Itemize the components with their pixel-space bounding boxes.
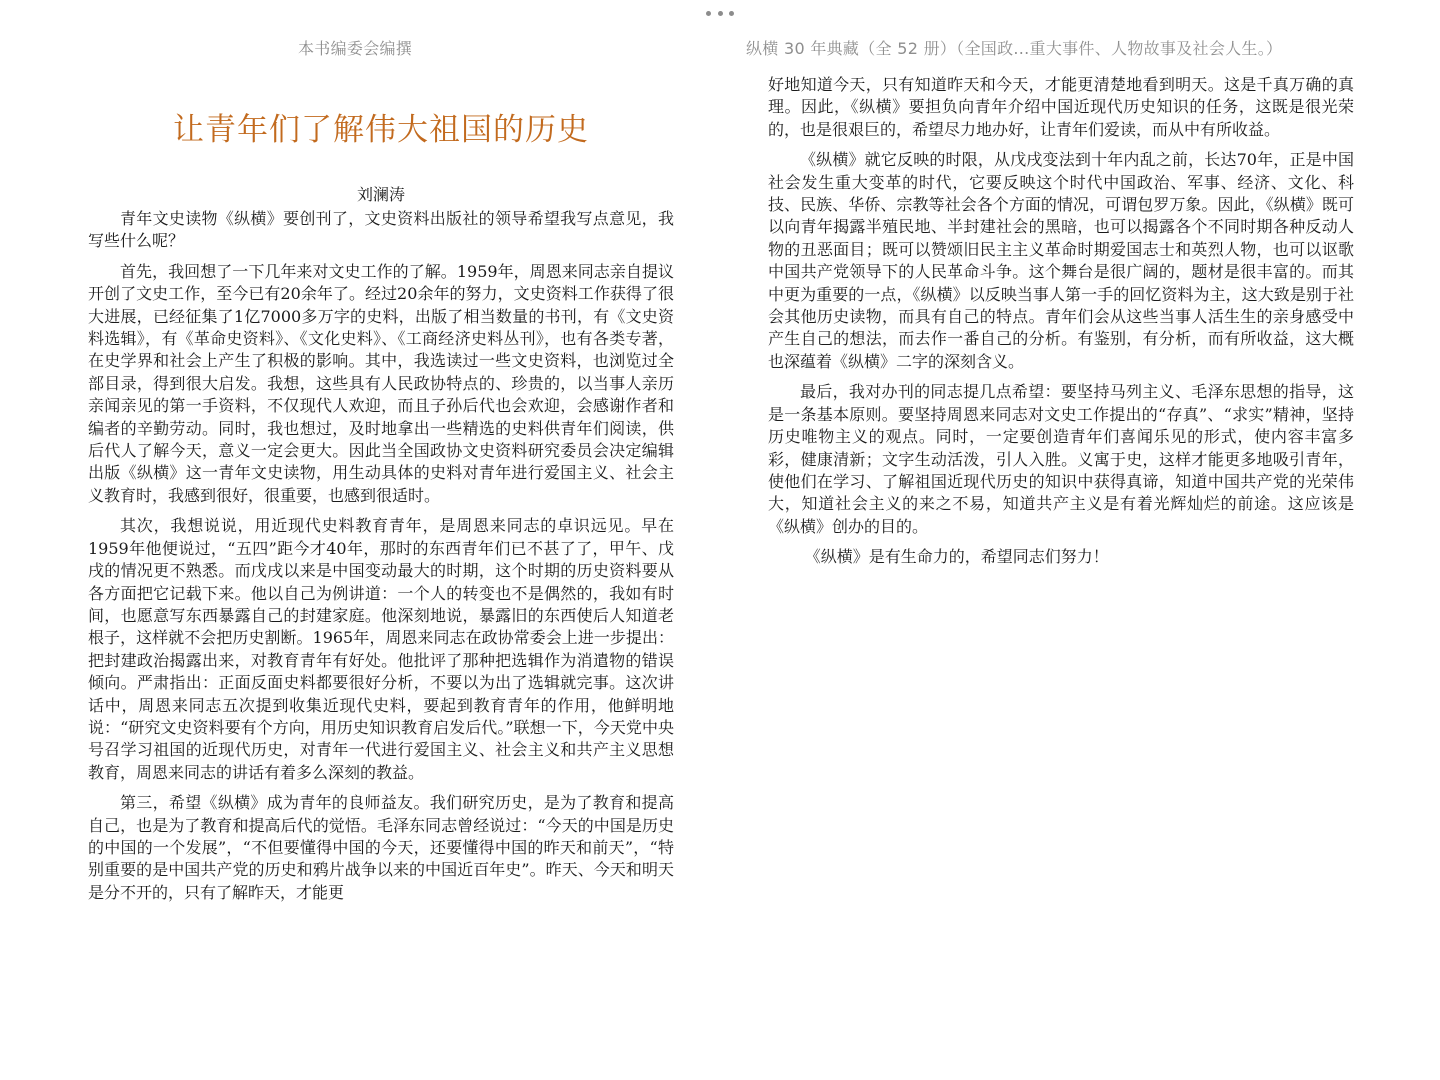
- right-page[interactable]: [720, 0, 1440, 1080]
- paragraph: 最后，我对办刊的同志提几点希望：要坚持马列主义、毛泽东思想的指导，这是一条基本原则。要坚持周恩来同志对文史工作提出的“存真”、“求实”精神，坚持历史唯物主义的观点。同时，一定要创造青年们喜闻乐见的形式，使内容丰富多彩，健康清新；文字生动活泼，引人入胜。义寓于史，这样才能更多地吸引青年，使他们在学习、了解祖国近现代历史的知识中获得真谛，知道中国共产党的光荣伟大，知道社会主义的来之不易，知道共产主义是有着光辉灿烂的前途。这应该是《纵横》创办的目的。: [768, 382, 1354, 536]
- paragraph: 青年文史读物《纵横》要创刊了，文史资料出版社的领导希望我写点意见，我写些什么呢？: [88, 209, 674, 251]
- right-body-text: [768, 74, 1354, 577]
- right-running-head: 纵横 30 年典藏（全 52 册）（全国政...重大事件、人物故事及社会人生。）: [746, 39, 1283, 58]
- paragraph: 《纵横》就它反映的时限，从戊戌变法到十年内乱之前，长达70年，正是中国社会发生重大变革的时代，它要反映这个时代中国政治、军事、经济、文化、科技、民族、华侨、宗教等社会各个方面的情况，可谓包罗万象。因此，《纵横》既可以向青年揭露半殖民地、半封建社会的黑暗，也可以揭露各个不同时期各种反动人物的丑恶面目；既可以赞颂旧民主主义革命时期爱国志士和英烈人物，也可以讴歌中国共产党领导下的人民革命斗争。这个舞台是很广阔的，题材是很丰富的。而其中更为重要的一点，《纵横》以反映当事人第一手的回忆资料为主，这大致是别于社会其他历史读物，而具有自己的特点。青年们会从这些当事人活生生的亲身感受中产生自己的想法，而去作一番自己的分析。有鉴别，有分析，而有所收益，这大概也深蕴着《纵横》二字的深刻含义。: [768, 150, 1354, 371]
- paragraph: 其次，我想说说，用近现代史料教育青年，是周恩来同志的卓识远见。早在1959年他便说过，“五四”距今才40年，那时的东西青年们已不甚了了，甲午、戊戌的情况更不熟悉。而戊戌以来是中国变动最大的时期，这个时期的历史资料要从各方面把它记载下来。他以自己为例讲道：一个人的转变也不是偶然的，我如有时间，也愿意写东西暴露自己的封建家庭。他深刻地说，暴露旧的东西使后人知道老根子，这样就不会把历史割断。1965年，周恩来同志在政协常委会上进一步提出：把封建政治揭露出来，对教育青年有好处。他批评了那种把选辑作为消遣物的错误倾向。严肃指出：正面反面史料都要很好分析，不要以为出了选辑就完事。这次讲话中，周恩来同志五次提到收集近现代史料，要起到教育青年的作用，他鲜明地说：“研究文史资料要有个方向，用历史知识教育启发后代。”联想一下，今天党中央号召学习祖国的近现代历史，对青年一代进行爱国主义、社会主义和共产主义思想教育，周恩来同志的讲话有着多么深刻的教益。: [88, 516, 674, 782]
- author-name: 刘澜涛: [356, 185, 405, 204]
- paragraph: 首先，我回想了一下几年来对文史工作的了解。1959年，周恩来同志亲自提议开创了文史工作，至今已有20余年了。经过20余年的努力，文史资料工作获得了很大进展，已经征集了1亿7000多万字的史料，出版了相当数量的书刊，有《文史资料选辑》，有《革命史资料》、《文化史料》、《工商经济史料丛刊》，也有各类专著，在史学界和社会上产生了积极的影响。其中，我选读过一些文史资料，也浏览过全部目录，得到很大启发。我想，这些具有人民政协特点的、珍贵的，以当事人亲历亲闻亲见的第一手资料，不仅现代人欢迎，而且子孙后代也会欢迎，会感谢作者和编者的辛勤劳动。同时，我也想过，及时地拿出一些精选的史料供青年们阅读，供后代人了解今天，意义一定会更大。因此当全国政协文史资料研究委员会决定编辑出版《纵横》这一青年文史读物，用生动具体的史料对青年进行爱国主义、社会主义教育时，我感到很好，很重要，也感到很适时。: [88, 261, 674, 505]
- left-running-head: 本书编委会编撰: [298, 39, 413, 58]
- paragraph: 好地知道今天，只有知道昨天和今天，才能更清楚地看到明天。这是千真万确的真理。因此，《纵横》要担负向青年介绍中国近现代历史知识的任务，这既是很光荣的，也是很艰巨的，希望尽力地办好，让青年们爱读，而从中有所收益。: [768, 75, 1354, 139]
- paragraph: 第三，希望《纵横》成为青年的良师益友。我们研究历史，是为了教育和提高自己，也是为了教育和提高后代的觉悟。毛泽东同志曾经说过：“今天的中国是历史的中国的一个发展”，“不但要懂得中国的今天，还要懂得中国的昨天和前天”，“特别重要的是中国共产党的历史和鸦片战争以来的中国近百年史”。昨天、今天和明天是分不开的，只有了解昨天，才能更: [88, 793, 674, 902]
- left-body-text: [88, 208, 674, 912]
- paragraph: 《纵横》是有生命力的，希望同志们努力！: [804, 547, 1109, 567]
- chapter-title: 让青年们了解伟大祖国的历史: [173, 112, 589, 148]
